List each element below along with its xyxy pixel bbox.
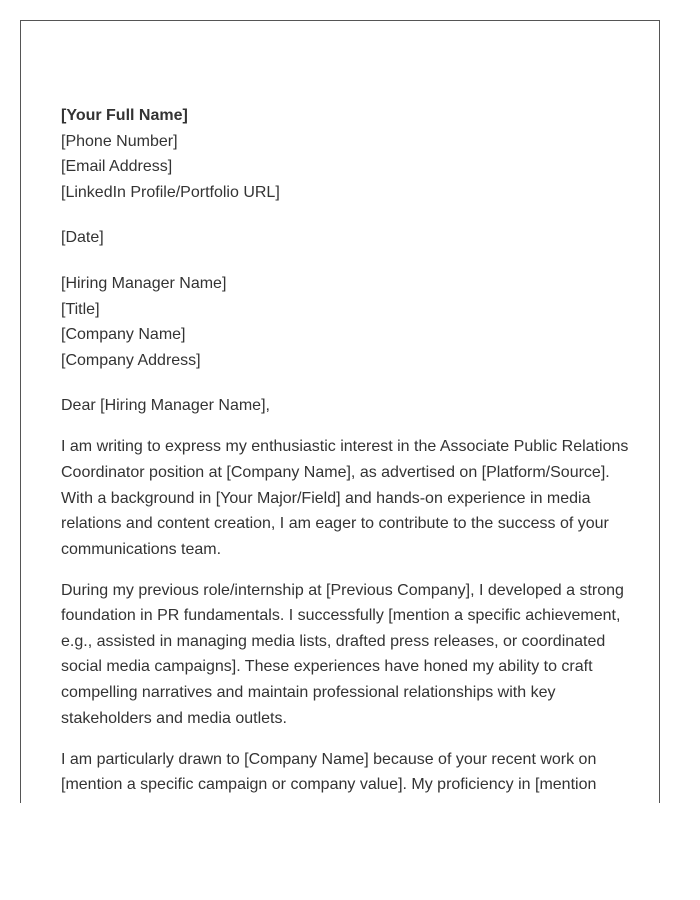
- body-paragraph-1: I am writing to express my enthusiastic interest in the Associate Public Relations Coordinator position at [Company Name], as advertised on [Platform/Source]. With a background in [Your Major/Field] and hands-on experience in media relations and content creation, I am eager to contribute to the success of your communications team.: [61, 438, 629, 558]
- sender-full-name: [Your Full Name]: [61, 107, 188, 124]
- letter-content: [61, 103, 631, 803]
- recipient-name: [Hiring Manager Name]: [61, 274, 227, 292]
- sender-email: [Email Address]: [61, 158, 173, 176]
- salutation: Dear [Hiring Manager Name],: [61, 397, 270, 415]
- body-paragraph-3: I am particularly drawn to [Company Name] because of your recent work on [mention a specific campaign or company value]. My proficiency in [mention: [61, 750, 597, 794]
- sender-block: [61, 103, 631, 205]
- spacer: [61, 251, 631, 271]
- recipient-block: [61, 271, 631, 373]
- recipient-address: [Company Address]: [61, 351, 201, 369]
- body-paragraph-2: During my previous role/internship at [Previous Company], I developed a strong foundation in PR fundamentals. I successfully [mention a specific achievement, e.g., assisted in managing media lists, drafted press releases, or coordinated social media campaigns]. These experiences have honed my ability to craft compelling narratives and maintain professional relationships with key stakeholders and media outlets.: [61, 581, 624, 727]
- letter-page: [20, 20, 660, 803]
- letter-date: [Date]: [61, 229, 104, 247]
- sender-profile-url: [LinkedIn Profile/Portfolio URL]: [61, 183, 280, 201]
- recipient-company: [Company Name]: [61, 326, 186, 344]
- recipient-title: [Title]: [61, 300, 100, 318]
- sender-phone: [Phone Number]: [61, 132, 178, 150]
- spacer: [61, 205, 631, 225]
- spacer: [61, 373, 631, 393]
